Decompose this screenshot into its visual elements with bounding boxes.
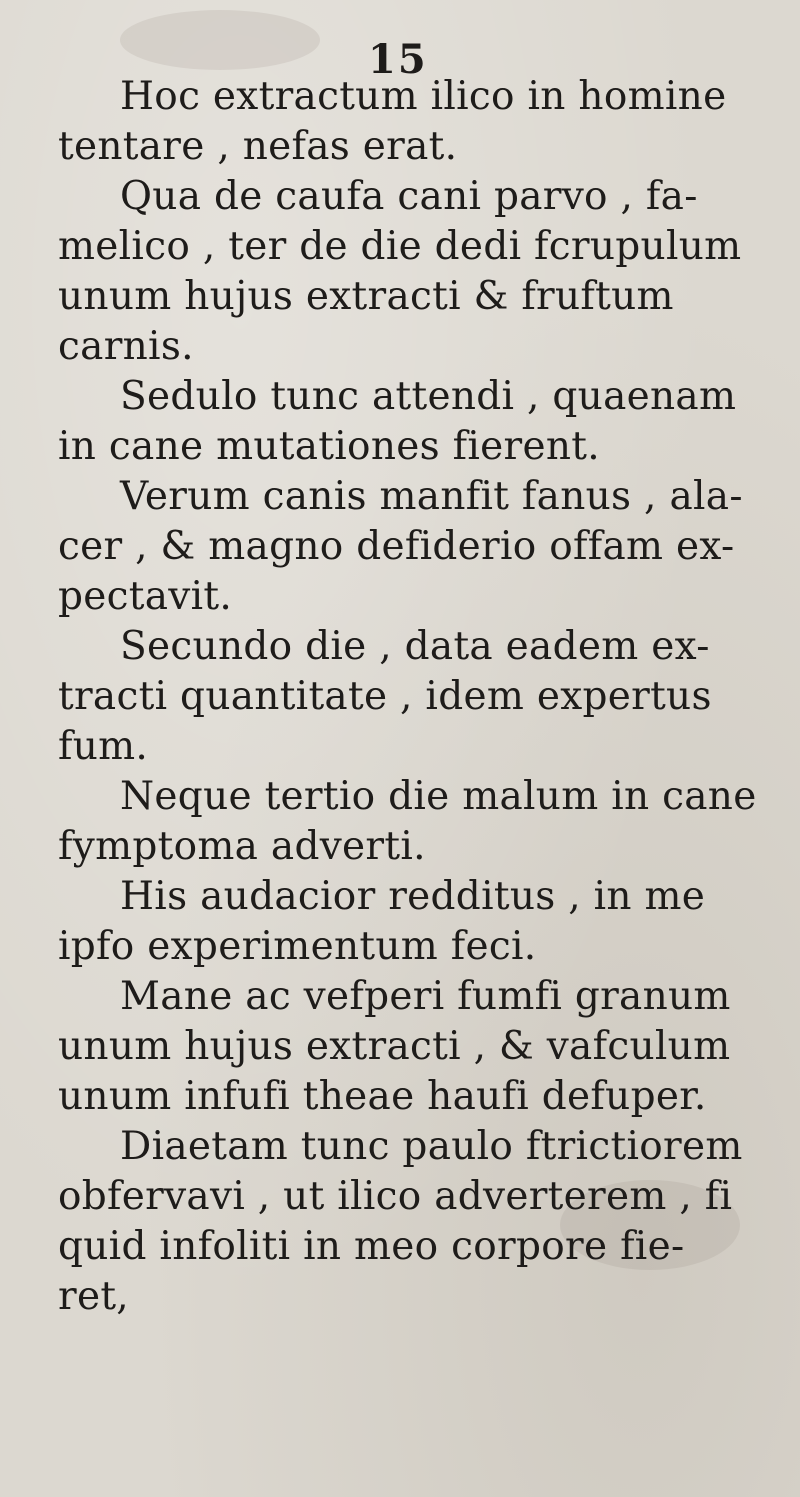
page-stain [120, 10, 320, 70]
text-line: Diaetam tunc paulo ftrictiorem [120, 1124, 743, 1169]
text-line: cer , & magno defiderio offam ex- [58, 524, 735, 569]
text-line: His audacior redditus , in me [120, 874, 706, 919]
text-line: Mane ac vefperi fumfi granum [120, 974, 731, 1019]
text-line: tracti quantitate , idem expertus [58, 674, 712, 719]
text-line: unum infufi theae haufi defuper. [58, 1074, 707, 1119]
text-line: quid infoliti in meo corpore fie- [58, 1224, 685, 1269]
text-line: melico , ter de die dedi fcrupulum [58, 224, 742, 269]
text-line: Secundo die , data eadem ex- [120, 624, 710, 669]
text-line: unum hujus extracti & fruftum [58, 274, 674, 319]
text-line: Sedulo tunc attendi , quaenam [120, 374, 737, 419]
text-line: Qua de caufa cani parvo , fa- [120, 174, 698, 219]
text-line: tentare , nefas erat. [58, 124, 458, 169]
text-line: in cane mutationes fierent. [58, 424, 600, 469]
page-number: 15 [368, 36, 428, 83]
body-text [58, 72, 758, 1322]
text-line: ret, [58, 1274, 129, 1319]
text-line: Verum canis manfit fanus , ala- [120, 474, 743, 519]
text-line: fymptoma adverti. [58, 824, 426, 869]
text-line: unum hujus extracti , & vafculum [58, 1024, 731, 1069]
text-line: Neque tertio die malum in cane [120, 774, 757, 819]
text-line: fum. [58, 724, 149, 769]
text-line: carnis. [58, 324, 194, 369]
text-line: ipfo experimentum feci. [58, 924, 537, 969]
text-line: pectavit. [58, 574, 233, 619]
text-line: obfervavi , ut ilico adverterem , fi [58, 1174, 733, 1219]
text-line: Hoc extractum ilico in homine [120, 74, 727, 119]
